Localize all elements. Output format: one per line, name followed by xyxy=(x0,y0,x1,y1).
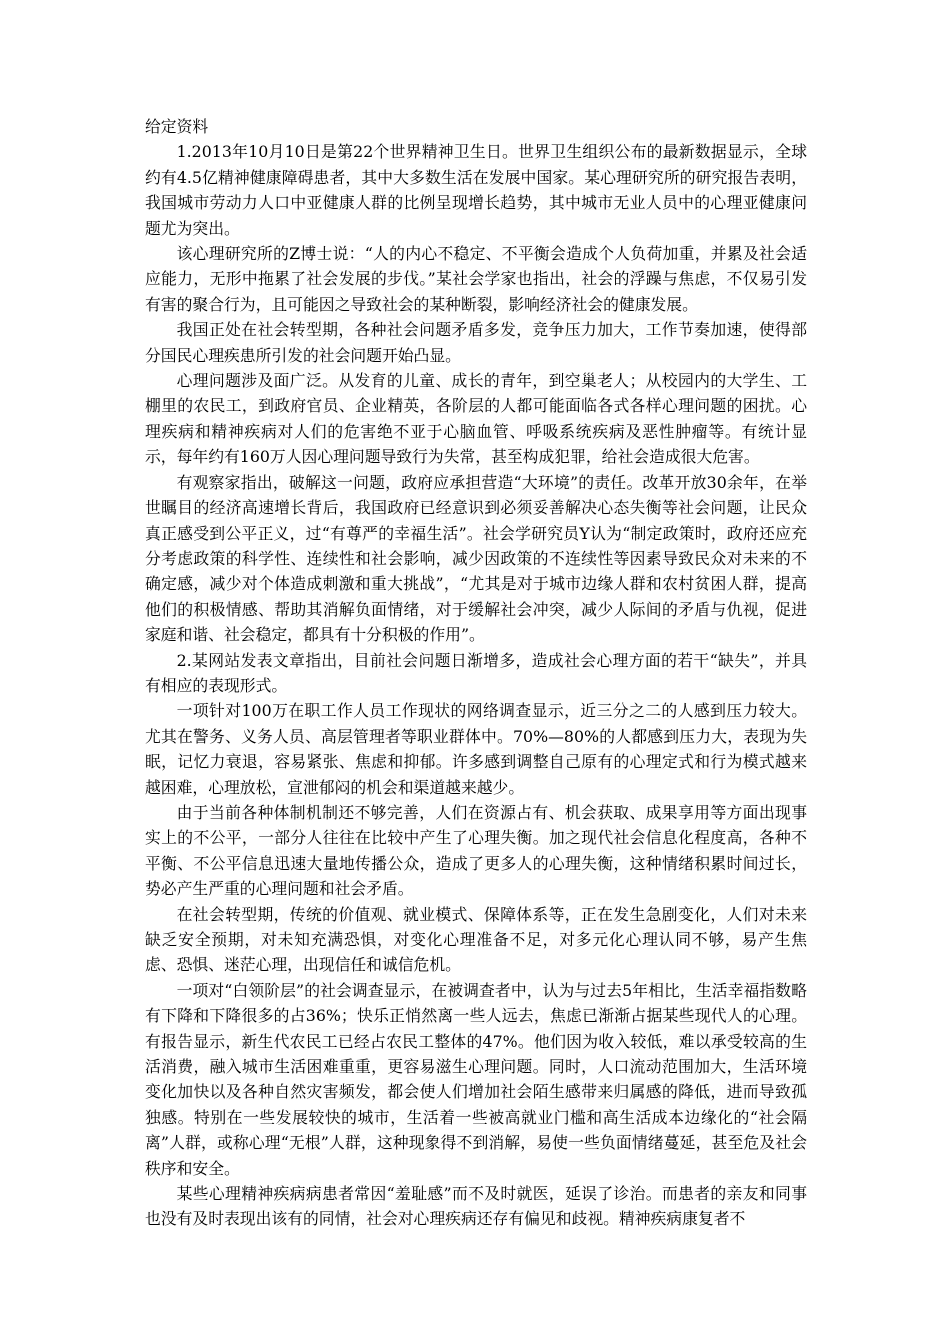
paragraph-6: 2.某网站发表文章指出，目前社会问题日渐增多，造成社会心理方面的若干“缺失”，并具有相应的表现形式。 xyxy=(145,650,807,695)
paragraph-5: 有观察家指出，破解这一问题，政府应承担营造“大环境”的责任。改革开放30余年，在举世瞩目的经济高速增长背后，我国政府已经意识到必须妥善解决心态失衡等社会问题，让民众真正感受到公平正义，过“有尊严的幸福生活”。社会学研究员Y认为“制定政策时，政府还应充分考虑政策的科学性、连续性和社会影响，减少因政策的不连续性等因素导致民众对未来的不确定感，减少对个体造成刺激和重大挑战”，“尤其是对于城市边缘人群和农村贫困人群，提高他们的积极情感、帮助其消解负面情绪，对于缓解社会冲突，减少人际间的矛盾与仇视，促进家庭和谐、社会稳定，都具有十分积极的作用”。 xyxy=(145,472,807,645)
document-page xyxy=(145,114,807,1232)
paragraph-8: 由于当前各种体制机制还不够完善，人们在资源占有、机会获取、成果享用等方面出现事实上的不公平，一部分人往往在比较中产生了心理失衡。加之现代社会信息化程度高，各种不平衡、不公平信息迅速大量地传播公众，造成了更多人的心理失衡，这种情绪积累时间过长，势必产生严重的心理问题和社会矛盾。 xyxy=(145,802,807,899)
paragraph-2: 该心理研究所的Z博士说：“人的内心不稳定、不平衡会造成个人负荷加重，并累及社会适应能力，无形中拖累了社会发展的步伐。”某社会学家也指出，社会的浮躁与焦虑，不仅易引发有害的聚合行为，且可能因之导致社会的某种断裂，影响经济社会的健康发展。 xyxy=(145,244,807,314)
paragraph-10: 一项对“白领阶层”的社会调查显示，在被调查者中，认为与过去5年相比，生活幸福指数略有下降和下降很多的占36%；快乐正悄然离一些人远去，焦虑已渐渐占据某些现代人的心理。有报告显示，新生代农民工已经占农民工整体的47%。他们因为收入较低，难以承受较高的生活消费，融入城市生活困难重重，更容易滋生心理问题。同时，人口流动范围加大，生活环境变化加快以及各种自然灾害频发，都会使人们增加社会陌生感带来归属感的降低，进而导致孤独感。特别在一些发展较快的城市，生活着一些被高就业门槛和高生活成本边缘化的“社会隔离”人群，或称心理“无根”人群，这种现象得不到消解，易使一些负面情绪蔓延，甚至危及社会秩序和安全。 xyxy=(145,980,807,1178)
paragraph-3: 我国正处在社会转型期，各种社会问题矛盾多发，竞争压力加大，工作节奏加速，使得部分国民心理疾患所引发的社会问题开始凸显。 xyxy=(145,320,807,365)
paragraph-7: 一项针对100万在职工作人员工作现状的网络调查显示，近三分之二的人感到压力较大。尤其在警务、义务人员、高层管理者等职业群体中。70%—80%的人都感到压力大，表现为失眠，记忆力衰退，容易紧张、焦虑和抑郁。许多感到调整自己原有的心理定式和行为模式越来越困难，心理放松，宣泄郁闷的机会和渠道越来越少。 xyxy=(145,701,807,797)
paragraph-9: 在社会转型期，传统的价值观、就业模式、保障体系等，正在发生急剧变化，人们对未来缺乏安全预期，对未知充满恐惧，对变化心理准备不足，对多元化心理认同不够，易产生焦虑、恐惧、迷茫心理，出现信任和诚信危机。 xyxy=(145,904,807,975)
paragraph-11: 某些心理精神疾病病患者常因“羞耻感”而不及时就医，延误了诊治。而患者的亲友和同事也没有及时表现出该有的同情，社会对心理疾病还存有偏见和歧视。精神疾病康复者不 xyxy=(145,1184,807,1229)
document-title: 给定资料 xyxy=(145,117,209,136)
paragraph-1: 1.2013年10月10日是第22个世界精神卫生日。世界卫生组织公布的最新数据显示，全球约有4.5亿精神健康障碍患者，其中大多数生活在发展中国家。某心理研究所的研究报告表明，我国城市劳动力人口中亚健康人群的比例呈现增长趋势，其中城市无业人员中的心理亚健康问题尤为突出。 xyxy=(145,142,807,238)
paragraph-4: 心理问题涉及面广泛。从发育的儿童、成长的青年，到空巢老人；从校园内的大学生、工棚里的农民工，到政府官员、企业精英，各阶层的人都可能面临各式各样心理问题的困扰。心理疾病和精神疾病对人们的危害绝不亚于心脑血管、呼吸系统疾病及恶性肿瘤等。有统计显示，每年约有160万人因心理问题导致行为失常，甚至构成犯罪，给社会造成很大危害。 xyxy=(145,371,807,467)
